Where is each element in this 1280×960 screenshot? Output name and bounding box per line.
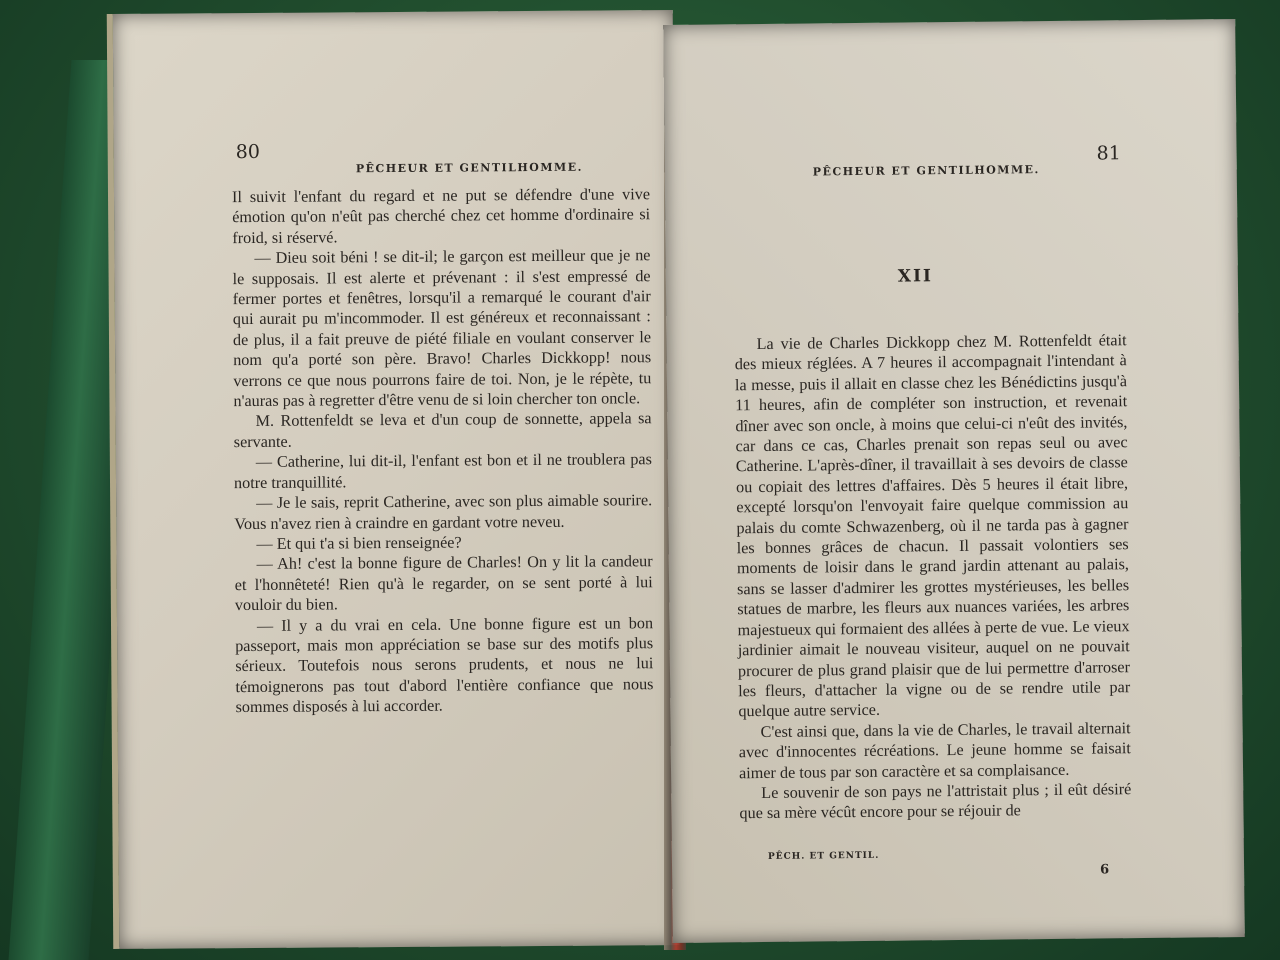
chapter-heading: XII — [897, 266, 934, 287]
footer-signature: PÊCH. ET GENTIL. — [767, 850, 880, 862]
paragraph: M. Rottenfeldt se leva et d'un coup de sonnette, appela sa servante. — [233, 409, 652, 451]
paragraph: — Ah! c'est la bonne figure de Charles! On y lit la candeur et l'honnêteté! Rien qu'à le regarder, on se sent porté à lui vouloir du bien. — [234, 552, 653, 615]
paragraph: Il suivit l'enfant du regard et ne put se défendre d'une vive émotion qu'on n'eût pas cherché chez cet homme d'ordinaire si froid, si réservé. — [231, 185, 651, 247]
left-running-head: PÊCHEUR ET GENTILHOMME. — [355, 160, 583, 176]
paragraph: — Il y a du vrai en cela. Une bonne figure est un bon passeport, mais mon appréciation se base sur des motifs plus sérieux. Toutefois nous serons prudents, et nous ne lui témoignerons pas tout d'abord l'entière confiance que nous sommes disposés à lui accorder. — [235, 613, 654, 717]
left-page-number: 80 — [235, 140, 260, 164]
paragraph: — Catherine, lui dit-il, l'enfant est bon et il ne troublera pas notre tranquillité. — [233, 450, 652, 492]
right-text-block — [734, 330, 1131, 824]
left-text-block — [232, 184, 654, 717]
right-page-number: 81 — [1096, 142, 1121, 165]
paragraph: C'est ainsi que, dans la vie de Charles, le travail alternait avec d'innocentes récréations. Le jeune homme se faisait aimer de tous par son caractère et sa complaisance. — [738, 718, 1131, 782]
left-page — [107, 10, 680, 949]
paragraph: — Dieu soit béni ! se dit-il; le garçon est meilleur que je ne le supposais. Il est alerte et prévenant : il s'est empressé de fermer portes et fenêtres, lorsqu'il a remarqué le courant d'air qui aurait pu m'incommoder. Il est généreux et reconnaissant : de plus, il a fait preuve de piété filiale en voulant conserver le nom qu'a porté son père. Bravo! Charles Dickkopp! nous verrons ce que nous pourrons faire de toi. Non, je le répète, tu n'auras pas à regretter d'être venu de si loin chercher ton oncle. — [232, 246, 652, 411]
right-running-head: PÊCHEUR ET GENTILHOMME. — [812, 163, 1040, 179]
paragraph: La vie de Charles Dickkopp chez M. Rottenfeldt était des mieux réglées. A 7 heures il accompagnait l'intendant à la messe, puis il allait en classe chez les Bénédictins jusqu'à 11 heures, afin de compléter son instruction, et revenait dîner avec son oncle, à moins que celui-ci n'eût des invités, car dans ce cas, Charles prenait son repas seul ou avec Catherine. L'après-dîner, il travaillait à ses devoirs de classe ou copiait des lettres d'affaires. Dès 5 heures il était libre, excepté lorsqu'on l'envoyait faire quelque commission au palais du comte Schwazenberg, où il ne tarda pas à gagner les bonnes grâces de chacun. Il passait volontiers ses moments de loisir dans le grand jardin attenant au palais, sans se lasser d'admirer les grottes mystérieuses, les belles statues de marbre, les fleurs aux nuances variées, les arbres majestueux qui formaient des allées à perte de vue. Le vieux jardinier aimait le nouveau visiteur, auquel on ne pouvait procurer de plus grand plaisir que de lui permettre d'arroser les fleurs, d'attacher la vigne ou de se rendre utile par quelque autre service. — [734, 331, 1131, 721]
paragraph: Le souvenir de son pays ne l'attristait plus ; il eût désiré que sa mère vécût encore pour se réjouir de — [739, 780, 1132, 823]
right-page — [663, 19, 1245, 943]
paragraph: — Et qui t'a si bien renseignée? — [256, 533, 462, 553]
paragraph: — Je le sais, reprit Catherine, avec son plus aimable sourire. Vous n'avez rien à craindre en gardant votre neveu. — [234, 491, 653, 533]
footer-signature-number: 6 — [1100, 862, 1110, 878]
